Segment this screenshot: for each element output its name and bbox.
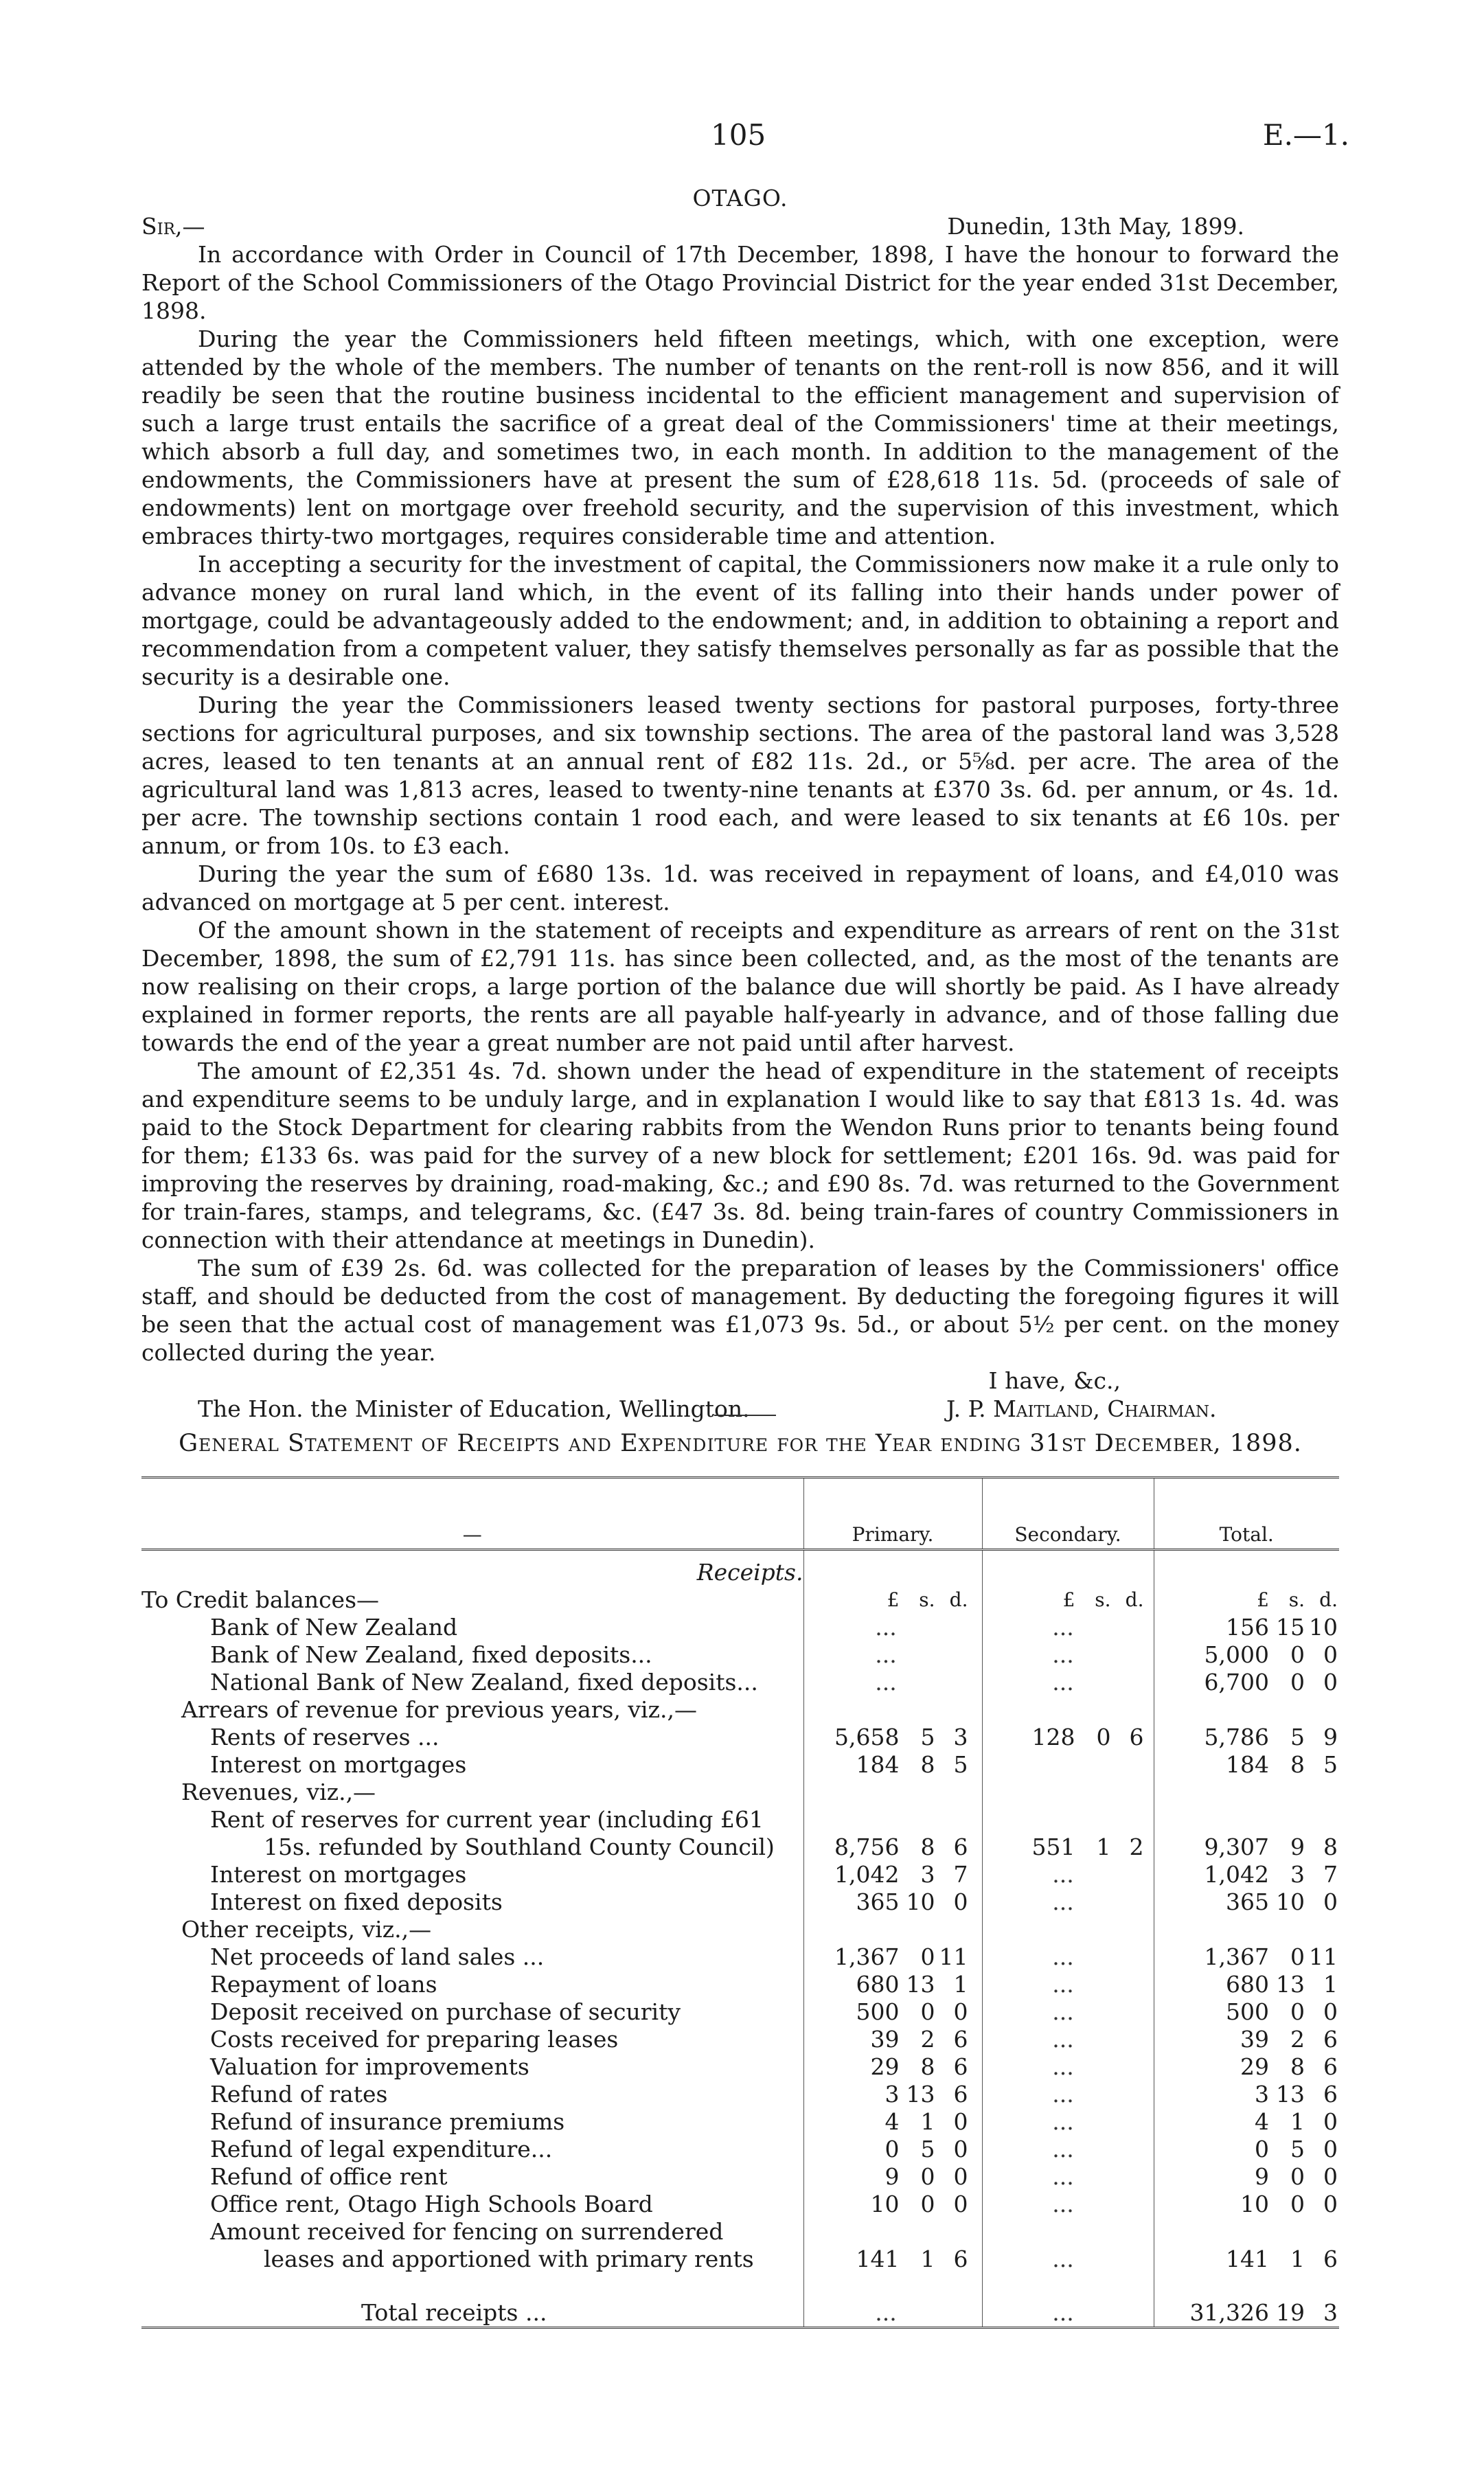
shillings-value: 1 xyxy=(1096,1834,1111,1860)
pounds-value: 1,367 xyxy=(834,1943,900,1970)
row-label: To Credit balances— xyxy=(141,1586,380,1613)
statement-title-text: General Statement of Receipts and Expenditure for the Year ending 31st December, 1898. xyxy=(179,1430,1302,1457)
pence-value: 0 xyxy=(1323,1998,1338,2025)
pounds-value: 29 xyxy=(870,2053,900,2080)
letter-paragraph: During the year the Commissioners leased twenty sections for pastoral purposes, forty-three sections for agricultural purposes, and six township sections. The area of the pastoral land was 3,528 acres, leased to ten tenants at an annual rent of £82 11s. 2d., or 5⅝d. per acre. The area of the agricultural land was 1,813 acres, leased to twenty-nine tenants at £370 3s. 6d. per annum, or 4s. 1d. per acre. The township sections contain 1 rood each, and were leased to six tenants at £6 10s. per annum, or from 10s. to £3 each. xyxy=(141,692,1339,859)
empty-amount-dots: ... xyxy=(982,1641,1154,1669)
table-row xyxy=(141,1806,1339,1834)
amount-cell xyxy=(1154,2191,1339,2218)
letter-paragraph: In accordance with Order in Council of 17th December, 1898, I have the honour to forward the Report of the School Commissioners of the Otago Provincial District for the year ended 31st December, 1898. xyxy=(141,241,1339,324)
section-caption: Receipts. xyxy=(696,1559,803,1586)
pence-value: 0 xyxy=(1323,1669,1338,1696)
table-row xyxy=(141,1614,1339,1641)
row-label: Bank of New Zealand xyxy=(210,1614,458,1641)
amount-cell xyxy=(1154,1751,1339,1779)
row-label: Net proceeds of land sales ... xyxy=(210,1943,545,1970)
unit-label: d. xyxy=(1319,1588,1338,1611)
pounds-value: 5,000 xyxy=(1204,1641,1269,1668)
pence-value: 3 xyxy=(1323,2299,1338,2326)
table-row xyxy=(141,1641,1339,1669)
amount-cell xyxy=(803,1586,982,1614)
amount-cell xyxy=(803,1888,982,1916)
pounds-value: 9 xyxy=(1255,2163,1269,2190)
pounds-value: 141 xyxy=(1226,2246,1269,2272)
shillings-value: 13 xyxy=(1276,1971,1305,1998)
letter-paragraph: During the year the sum of £680 13s. 1d. was received in repayment of loans, and £4,010 was advanced on mortgage at 5 per cent. interest. xyxy=(141,860,1339,915)
row-label: Refund of legal expenditure... xyxy=(210,2136,553,2162)
shillings-value: 9 xyxy=(1290,1834,1305,1860)
amount-cell xyxy=(1154,2136,1339,2163)
total-label: Total receipts ... xyxy=(141,2273,803,2328)
pounds-value: 365 xyxy=(1226,1888,1269,1915)
amount-cell xyxy=(1154,2053,1339,2081)
shillings-value: 0 xyxy=(920,2191,935,2217)
table-row xyxy=(141,2218,1339,2246)
unit-label: s. xyxy=(1095,1588,1111,1611)
shillings-value: 10 xyxy=(1276,1888,1305,1915)
salutation-line xyxy=(141,212,1339,240)
pounds-value: 0 xyxy=(884,2136,900,2162)
amount-cell xyxy=(1154,1888,1339,1916)
pounds-value: 680 xyxy=(1226,1971,1269,1998)
pounds-value: 6,700 xyxy=(1204,1669,1269,1696)
blank-cell xyxy=(982,1779,1154,1806)
empty-amount-dots: ... xyxy=(803,1641,982,1669)
pounds-value: 141 xyxy=(856,2246,900,2272)
row-label: Other receipts, viz.,— xyxy=(181,1916,432,1943)
empty-amount-dots: ... xyxy=(982,2053,1154,2081)
unit-label: £ xyxy=(1062,1588,1075,1611)
row-label: National Bank of New Zealand, fixed deposits... xyxy=(210,1669,758,1696)
table-header-row xyxy=(141,1478,1339,1550)
shillings-value: 19 xyxy=(1276,2299,1305,2326)
pence-value: 0 xyxy=(953,2136,968,2162)
pence-value: 0 xyxy=(1323,2191,1338,2217)
pence-value: 0 xyxy=(953,2163,968,2190)
pounds-value: 3 xyxy=(1255,2081,1269,2108)
pence-value: 7 xyxy=(953,1861,968,1888)
amount-cell xyxy=(803,1724,982,1751)
shillings-value: 0 xyxy=(1290,1641,1305,1668)
pounds-value: 184 xyxy=(1226,1751,1269,1778)
empty-amount-dots: ... xyxy=(982,2136,1154,2163)
statement-table xyxy=(141,1476,1339,2329)
pence-value: 0 xyxy=(1323,2136,1338,2162)
signatory: J. P. Maitland, Chairman. xyxy=(946,1395,1217,1422)
total-row xyxy=(141,2273,1339,2328)
shillings-value: 13 xyxy=(906,2081,935,2108)
pence-value: 0 xyxy=(953,1888,968,1915)
letter xyxy=(141,184,1339,1423)
row-label: 15s. refunded by Southland County Council) xyxy=(264,1834,775,1860)
empty-amount-dots: ... xyxy=(982,1861,1154,1888)
empty-amount-dots: ... xyxy=(982,1614,1154,1641)
amount-cell xyxy=(803,1834,982,1861)
empty-amount-dots: ... xyxy=(803,1669,982,1696)
amount-cell xyxy=(803,2053,982,2081)
blank-cell xyxy=(1154,2218,1339,2246)
blank-cell xyxy=(982,2218,1154,2246)
shillings-value: 13 xyxy=(906,1971,935,1998)
row-label: Deposit received on purchase of security xyxy=(210,1998,681,2025)
row-label: Refund of insurance premiums xyxy=(210,2108,565,2135)
amount-cell xyxy=(1154,1614,1339,1641)
letter-paragraph: Of the amount shown in the statement of receipts and expenditure as arrears of rent on the 31st December, 1898, the sum of £2,791 11s. has since been collected, and, as the most of the tenants are now realising on their crops, a large portion of the balance due will shortly be paid. As I have already explained in former reports, the rents are all payable half-yearly in advance, and of those falling due towards the end of the year a great number are not paid until after harvest. xyxy=(141,917,1339,1056)
amount-cell xyxy=(803,2163,982,2191)
amount-cell xyxy=(982,1834,1154,1861)
region-heading: OTAGO. xyxy=(692,185,788,212)
empty-amount-dots: ... xyxy=(982,2191,1154,2218)
pounds-value: 0 xyxy=(1255,2136,1269,2162)
pounds-value: 39 xyxy=(1240,2026,1269,2053)
blank-cell xyxy=(1154,1779,1339,1806)
pence-value: 0 xyxy=(1323,2163,1338,2190)
amount-cell xyxy=(803,1943,982,1971)
amount-cell xyxy=(1154,1641,1339,1669)
blank-cell xyxy=(803,1696,982,1724)
unit-label: d. xyxy=(949,1588,968,1611)
pounds-value: 365 xyxy=(856,1888,900,1915)
amount-cell xyxy=(803,2246,982,2273)
shillings-value: 1 xyxy=(1290,2108,1305,2135)
table-row xyxy=(141,1779,1339,1806)
pounds-value: 8,756 xyxy=(834,1834,900,1860)
empty-amount-dots: ... xyxy=(803,2273,982,2328)
unit-label: £ xyxy=(1257,1588,1269,1611)
pounds-value: 4 xyxy=(1255,2108,1269,2135)
amount-cell xyxy=(803,2136,982,2163)
shillings-value: 0 xyxy=(1290,1943,1305,1970)
row-label: Rent of reserves for current year (including £61 xyxy=(210,1806,764,1833)
row-label: Refund of office rent xyxy=(210,2163,448,2190)
address-line xyxy=(141,1395,1339,1423)
pounds-value: 128 xyxy=(1031,1724,1075,1750)
pence-value: 6 xyxy=(953,2053,968,2080)
shillings-value: 8 xyxy=(920,2053,935,2080)
empty-amount-dots: ... xyxy=(982,2163,1154,2191)
closing-line xyxy=(141,1367,1339,1395)
empty-amount-dots: ... xyxy=(982,1943,1154,1971)
divider-rule xyxy=(714,1415,776,1416)
row-label: Interest on fixed deposits xyxy=(210,1888,503,1915)
amount-cell xyxy=(1154,1861,1339,1888)
empty-amount-dots: ... xyxy=(982,1998,1154,2026)
amount-cell xyxy=(1154,2246,1339,2273)
table-row xyxy=(141,2136,1339,2163)
pence-value: 0 xyxy=(1323,2108,1338,2135)
pounds-value: 3 xyxy=(884,2081,900,2108)
shillings-value: 10 xyxy=(906,1888,935,1915)
amount-cell xyxy=(1154,1971,1339,1998)
shillings-value: 0 xyxy=(920,1943,935,1970)
table-row xyxy=(141,1943,1339,1971)
pence-value: 1 xyxy=(953,1971,968,1998)
letter-paragraph: During the year the Commissioners held fifteen meetings, which, with one exception, were attended by the whole of the members. The number of tenants on the rent-roll is now 856, and it will readily be seen that the routine business incidental to the efficient management and supervision of such a large trust entails the sacrifice of a great deal of the Commissioners' time at their meetings, which absorb a full day, and sometimes two, in each month. In addition to the management of the endowments, the Commissioners have at present the sum of £28,618 11s. 5d. (proceeds of sale of endowments) lent on mortgage over freehold security, and the supervision of this investment, which embraces thirty-two mortgages, requires considerable time and attention. xyxy=(141,326,1339,549)
row-label: leases and apportioned with primary rents xyxy=(264,2246,754,2272)
amount-cell xyxy=(1154,2026,1339,2053)
row-label: Interest on mortgages xyxy=(210,1861,467,1888)
pounds-value: 9 xyxy=(884,2163,900,2190)
amount-cell xyxy=(803,1861,982,1888)
amount-cell xyxy=(1154,1943,1339,1971)
shillings-value: 1 xyxy=(920,2246,935,2272)
blank-cell xyxy=(982,1751,1154,1779)
row-label: Amount received for fencing on surrendered xyxy=(210,2218,724,2245)
amount-cell xyxy=(1154,1586,1339,1614)
amount-cell xyxy=(803,1971,982,1998)
table-row xyxy=(141,1861,1339,1888)
place-date: Dunedin, 13th May, 1899. xyxy=(947,213,1244,240)
shillings-value: 0 xyxy=(1290,2191,1305,2217)
pounds-value: 10 xyxy=(870,2191,900,2217)
pence-value: 1 xyxy=(1323,1971,1338,1998)
page-code: E.—1. xyxy=(1262,118,1349,152)
pounds-value: 1,042 xyxy=(1204,1861,1269,1888)
pounds-value: 4 xyxy=(884,2108,900,2135)
row-label: Refund of rates xyxy=(210,2081,388,2108)
row-label: Valuation for improvements xyxy=(210,2053,529,2080)
page-header xyxy=(0,118,1484,159)
pence-value: 8 xyxy=(1323,1834,1338,1860)
shillings-value: 0 xyxy=(920,1998,935,2025)
amount-cell xyxy=(1154,1669,1339,1696)
pence-value: 0 xyxy=(953,2191,968,2217)
row-label: Bank of New Zealand, fixed deposits... xyxy=(210,1641,652,1668)
row-label: Costs received for preparing leases xyxy=(210,2026,619,2053)
table-row xyxy=(141,2053,1339,2081)
pence-value: 6 xyxy=(953,2081,968,2108)
column-header: Primary. xyxy=(803,1478,982,1550)
section-caption-row xyxy=(141,1550,1339,1587)
blank-cell xyxy=(982,1916,1154,1943)
table-row xyxy=(141,2246,1339,2273)
shillings-value: 8 xyxy=(1290,2053,1305,2080)
shillings-value: 5 xyxy=(1290,1724,1305,1750)
blank-cell xyxy=(803,1806,982,1834)
shillings-value: 3 xyxy=(920,1861,935,1888)
letter-paragraph: The amount of £2,351 4s. 7d. shown under the head of expenditure in the statement of receipts and expenditure seems to be unduly large, and in explanation I would like to say that £813 1s. 4d. was paid to the Stock Department for clearing rabbits from the Wendon Runs prior to tenants being found for them; £133 6s. was paid for the survey of a new block for settlement; £201 16s. 9d. was paid for improving the reserves by draining, road-making, &c.; and £90 8s. 7d. was returned to the Government for train-fares, stamps, and telegrams, &c. (£47 3s. 8d. being train-fares of country Commissioners in connection with their attendance at meetings in Dunedin). xyxy=(141,1058,1339,1253)
table-row xyxy=(141,1669,1339,1696)
pence-value: 6 xyxy=(953,1834,968,1860)
row-label: Arrears of revenue for previous years, viz.,— xyxy=(181,1696,697,1723)
table-row xyxy=(141,1916,1339,1943)
pounds-value: 29 xyxy=(1240,2053,1269,2080)
pence-value: 0 xyxy=(953,2108,968,2135)
pounds-value: 156 xyxy=(1226,1614,1269,1641)
pence-value: 0 xyxy=(1323,1888,1338,1915)
pounds-value: 5,658 xyxy=(834,1724,900,1750)
amount-cell xyxy=(1154,2163,1339,2191)
amount-cell xyxy=(803,2081,982,2108)
row-label: Office rent, Otago High Schools Board xyxy=(210,2191,653,2217)
shillings-value: 13 xyxy=(1276,2081,1305,2108)
shillings-value: 1 xyxy=(1290,2246,1305,2272)
unit-label: s. xyxy=(919,1588,935,1611)
table-row xyxy=(141,1888,1339,1916)
blank-cell xyxy=(982,1806,1154,1834)
pence-value: 7 xyxy=(1323,1861,1338,1888)
unit-label: £ xyxy=(887,1588,900,1611)
blank-cell xyxy=(982,1696,1154,1724)
amount-cell xyxy=(982,1586,1154,1614)
pence-value: 0 xyxy=(1323,1641,1338,1668)
shillings-value: 0 xyxy=(1290,2163,1305,2190)
blank-cell xyxy=(1154,1916,1339,1943)
pence-value: 0 xyxy=(953,1998,968,2025)
blank-cell xyxy=(1154,1696,1339,1724)
table-row xyxy=(141,2026,1339,2053)
pence-value: 11 xyxy=(939,1943,968,1970)
shillings-value: 8 xyxy=(920,1834,935,1860)
shillings-value: 8 xyxy=(920,1751,935,1778)
table-row xyxy=(141,2163,1339,2191)
empty-amount-dots: ... xyxy=(982,1669,1154,1696)
blank-cell xyxy=(803,1916,982,1943)
pounds-value: 5,786 xyxy=(1204,1724,1269,1750)
pounds-value: 1,367 xyxy=(1204,1943,1269,1970)
letter-paragraph: In accepting a security for the investment of capital, the Commissioners now make it a rule only to advance money on rural land which, in the event of its falling into their hands under power of mortgage, could be advantageously added to the endowment; and, in addition to obtaining a report and recommendation from a competent valuer, they satisfy themselves personally as far as possible that the security is a desirable one. xyxy=(141,551,1339,690)
shillings-value: 0 xyxy=(1096,1724,1111,1750)
pence-value: 5 xyxy=(1323,1751,1338,1778)
pence-value: 6 xyxy=(1323,2246,1338,2272)
pence-value: 10 xyxy=(1309,1614,1338,1641)
amount-cell xyxy=(803,2191,982,2218)
amount-cell xyxy=(803,1751,982,1779)
blank-cell xyxy=(1154,1806,1339,1834)
empty-amount-dots: ... xyxy=(982,1971,1154,1998)
empty-amount-dots: ... xyxy=(982,2108,1154,2136)
pounds-value: 1,042 xyxy=(834,1861,900,1888)
empty-amount-dots: ... xyxy=(982,2081,1154,2108)
shillings-value: 3 xyxy=(1290,1861,1305,1888)
pence-value: 6 xyxy=(1323,2081,1338,2108)
table-row xyxy=(141,2191,1339,2218)
amount-cell xyxy=(1154,1724,1339,1751)
table-row xyxy=(141,1834,1339,1861)
shillings-value: 0 xyxy=(1290,1669,1305,1696)
pounds-value: 500 xyxy=(1226,1998,1269,2025)
pounds-value: 10 xyxy=(1240,2191,1269,2217)
closing: I have, &c., xyxy=(988,1367,1121,1394)
row-label: Rents of reserves ... xyxy=(210,1724,440,1750)
shillings-value: 1 xyxy=(920,2108,935,2135)
empty-amount-dots: ... xyxy=(982,1888,1154,1916)
units-row xyxy=(141,1586,1339,1614)
pounds-value: 551 xyxy=(1031,1834,1075,1860)
row-label: Repayment of loans xyxy=(210,1971,437,1998)
pounds-value: 39 xyxy=(870,2026,900,2053)
table-row xyxy=(141,1696,1339,1724)
amount-cell xyxy=(1154,2273,1339,2328)
table-row xyxy=(141,1971,1339,1998)
shillings-value: 5 xyxy=(920,1724,935,1750)
pence-value: 5 xyxy=(953,1751,968,1778)
shillings-value: 2 xyxy=(1290,2026,1305,2053)
amount-cell xyxy=(803,2108,982,2136)
amount-cell xyxy=(982,1724,1154,1751)
pounds-value: 184 xyxy=(856,1751,900,1778)
shillings-value: 5 xyxy=(1290,2136,1305,2162)
table-row xyxy=(141,2108,1339,2136)
shillings-value: 2 xyxy=(920,2026,935,2053)
empty-amount-dots: ... xyxy=(803,1614,982,1641)
empty-amount-dots: ... xyxy=(982,2026,1154,2053)
pence-value: 2 xyxy=(1129,1834,1144,1860)
column-header: — xyxy=(141,1478,803,1550)
pence-value: 9 xyxy=(1323,1724,1338,1750)
blank-cell xyxy=(803,2218,982,2246)
pence-value: 6 xyxy=(953,2026,968,2053)
empty-amount-dots: ... xyxy=(982,2273,1154,2328)
table-row xyxy=(141,2081,1339,2108)
table-row xyxy=(141,1998,1339,2026)
shillings-value: 0 xyxy=(920,2163,935,2190)
pounds-value: 680 xyxy=(856,1971,900,1998)
row-label: Interest on mortgages xyxy=(210,1751,467,1778)
pence-value: 6 xyxy=(1129,1724,1144,1750)
pounds-value: 9,307 xyxy=(1204,1834,1269,1860)
row-label: Revenues, viz.,— xyxy=(181,1779,376,1805)
table-row xyxy=(141,1724,1339,1751)
pence-value: 6 xyxy=(1323,2026,1338,2053)
pence-value: 3 xyxy=(953,1724,968,1750)
column-header: Secondary. xyxy=(982,1478,1154,1550)
amount-cell xyxy=(1154,1998,1339,2026)
shillings-value: 5 xyxy=(920,2136,935,2162)
addressee: The Hon. the Minister of Education, Wellington. xyxy=(198,1395,750,1422)
unit-label: d. xyxy=(1125,1588,1144,1611)
pence-value: 6 xyxy=(1323,2053,1338,2080)
amount-cell xyxy=(1154,2081,1339,2108)
salutation: Sir,— xyxy=(141,213,205,240)
unit-label: s. xyxy=(1288,1588,1305,1611)
amount-cell xyxy=(803,1998,982,2026)
pounds-value: 31,326 xyxy=(1189,2299,1269,2326)
shillings-value: 0 xyxy=(1290,1998,1305,2025)
amount-cell xyxy=(803,2026,982,2053)
page-number: 105 xyxy=(711,118,766,152)
pounds-value: 500 xyxy=(856,1998,900,2025)
shillings-value: 8 xyxy=(1290,1751,1305,1778)
letter-paragraph: The sum of £39 2s. 6d. was collected for the preparation of leases by the Commissioners' office staff, and should be deducted from the cost of management. By deducting the foregoing figures it will be seen that the actual cost of management was £1,073 9s. 5d., or about 5½ per cent. on the money collected during the year. xyxy=(141,1255,1339,1366)
blank-cell xyxy=(803,1779,982,1806)
pence-value: 11 xyxy=(1309,1943,1338,1970)
table-row xyxy=(141,1751,1339,1779)
statement-title xyxy=(141,1430,1339,1457)
shillings-value: 15 xyxy=(1276,1614,1305,1641)
column-header: Total. xyxy=(1154,1478,1339,1550)
amount-cell xyxy=(1154,1834,1339,1861)
pence-value: 6 xyxy=(953,2246,968,2272)
empty-amount-dots: ... xyxy=(982,2246,1154,2273)
amount-cell xyxy=(1154,2108,1339,2136)
